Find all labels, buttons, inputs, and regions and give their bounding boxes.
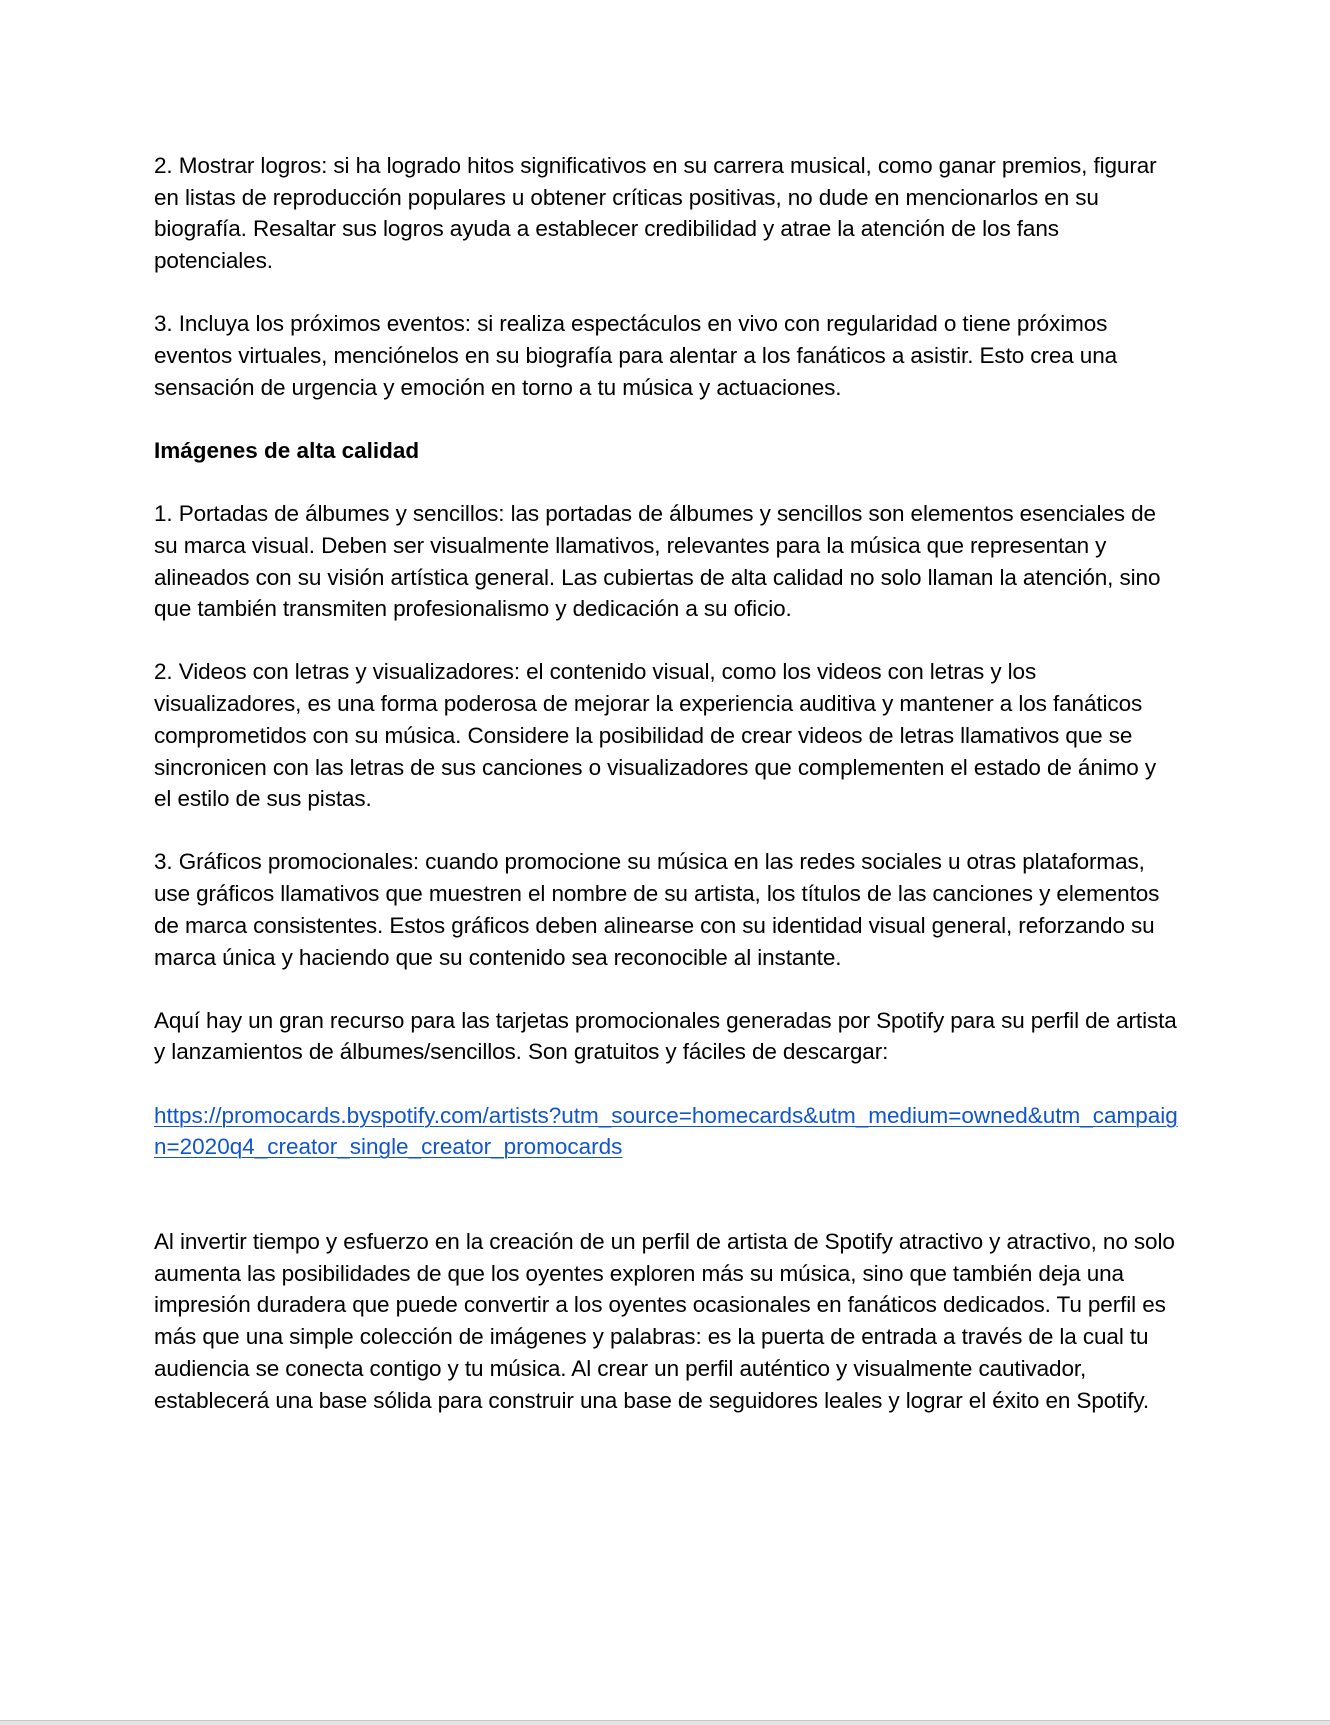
link-paragraph: [154, 1100, 1179, 1163]
paragraph-upcoming-events: 3. Incluya los próximos eventos: si realiza espectáculos en vivo con regularidad o tiene próximos eventos virtuales, menciónelos en su biografía para alentar a los fanáticos a asistir. Esto crea una sensación de urgencia y emoción en torno a tu música y actuaciones.: [154, 311, 1118, 400]
paragraph-promo-graphics: 3. Gráficos promocionales: cuando promocione su música en las redes sociales u otras plataformas, use gráficos llamativos que muestren el nombre de su artista, los títulos de las canciones y elementos de marca consistentes. Estos gráficos deben alinearse con su identidad visual general, reforzando su marca única y haciendo que su contenido sea reconocible al instante.: [154, 849, 1160, 970]
page-bottom-edge: [0, 1720, 1330, 1725]
paragraph-closing: Al invertir tiempo y esfuerzo en la creación de un perfil de artista de Spotify atractivo y atractivo, no solo aumenta las posibilidades de que los oyentes exploren más su música, sino que también deja una impresión duradera que puede convertir a los oyentes ocasionales en fanáticos dedicados. Tu perfil es más que una simple colección de imágenes y palabras: es la puerta de entrada a través de la cual tu audiencia se conecta contigo y tu música. Al crear un perfil auténtico y visualmente cautivador, establecerá una base sólida para construir una base de seguidores leales y lograr el éxito en Spotify.: [154, 1229, 1175, 1413]
promocards-link[interactable]: https://promocards.byspotify.com/artists?utm_source=homecards&utm_medium=owned&utm_campaign=2020q4_creator_single_creator_promocards: [154, 1102, 1178, 1160]
paragraph-show-achievements: 2. Mostrar logros: si ha logrado hitos significativos en su carrera musical, como ganar premios, figurar en listas de reproducción populares u obtener críticas positivas, no dude en mencionarlos en su biografía. Resaltar sus logros ayuda a establecer credibilidad y atrae la atención de los fans potenciales.: [154, 153, 1157, 274]
section-heading-high-quality-images: Imágenes de alta calidad: [154, 437, 420, 463]
paragraph-album-covers: 1. Portadas de álbumes y sencillos: las portadas de álbumes y sencillos son elementos esenciales de su marca visual. Deben ser visualmente llamativos, relevantes para la música que representan y alineados con su visión artística general. Las cubiertas de alta calidad no solo llaman la atención, sino que también transmiten profesionalismo y dedicación a su oficio.: [154, 501, 1161, 622]
paragraph-lyric-videos: 2. Videos con letras y visualizadores: el contenido visual, como los videos con letras y los visualizadores, es una forma poderosa de mejorar la experiencia auditiva y mantener a los fanáticos comprometidos con su música. Considere la posibilidad de crear videos de letras llamativos que se sincronicen con las letras de sus canciones o visualizadores que complementen el estado de ánimo y el estilo de sus pistas.: [154, 659, 1157, 812]
document-body: [154, 150, 1179, 1448]
paragraph-promocards-resource: Aquí hay un gran recurso para las tarjetas promocionales generadas por Spotify para su perfil de artista y lanzamientos de álbumes/sencillos. Son gratuitos y fáciles de descargar:: [154, 1007, 1177, 1065]
